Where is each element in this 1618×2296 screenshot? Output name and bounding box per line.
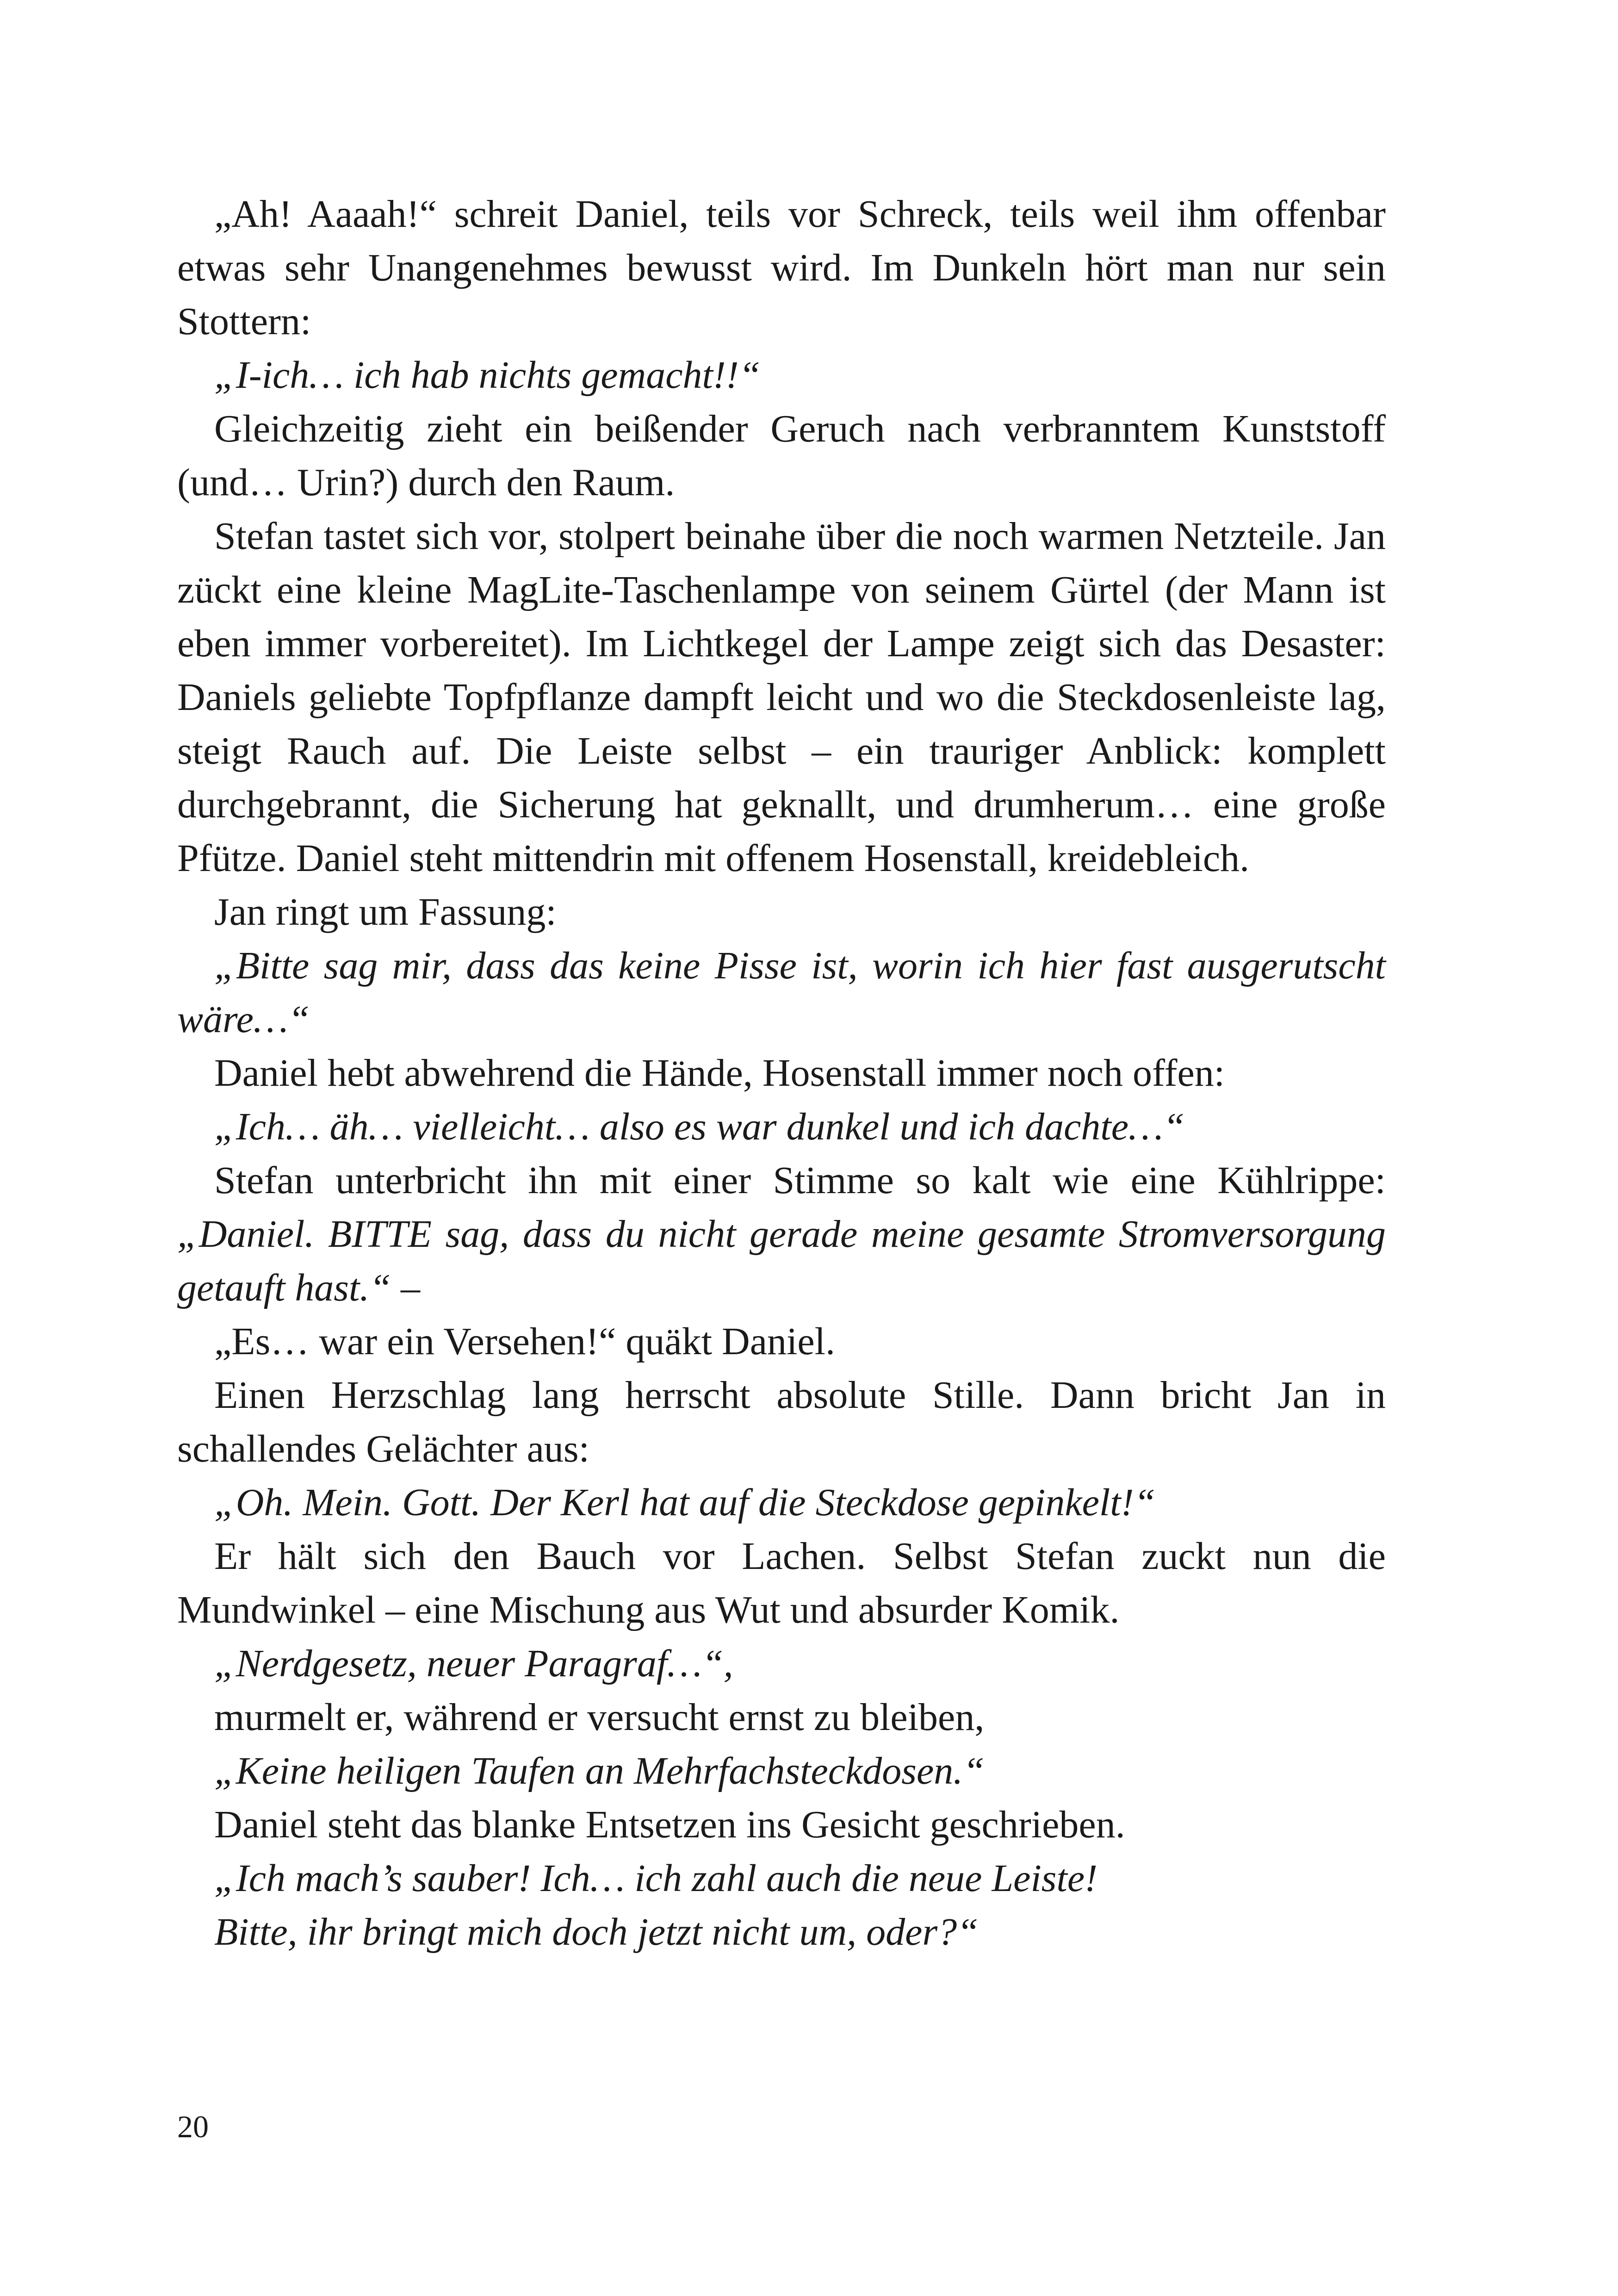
dialogue-line: „Keine heiligen Taufen an Mehrfachsteckdosen.“ <box>214 1749 985 1792</box>
paragraph: Stefan tastet sich vor, stolpert beinahe über die noch warmen Netzteile. Jan zückt eine kleine MagLite-Taschenlampe von seinem Gürtel (der Mann ist eben immer vorbereitet). Im Lichtkegel der Lampe zeigt sich das Desaster: Daniels geliebte Topfpflanze dampft leicht und wo die Steckdosenleiste lag, steigt Rauch auf. Die Leiste selbst – ein trauriger Anblick: komplett durchgebrannt, die Sicherung hat geknallt, und drumherum… eine große Pfütze. Daniel steht mittendrin mit offenem Hosenstall, kreidebleich. <box>177 515 1386 880</box>
paragraph: Daniel steht das blanke Entsetzen ins Gesicht geschrieben. <box>214 1803 1125 1846</box>
dialogue-line: „Bitte sag mir, dass das keine Pisse ist, worin ich hier fast ausgerutscht wäre…“ <box>177 944 1386 1041</box>
paragraph: murmelt er, während er versucht ernst zu bleiben, <box>214 1696 985 1739</box>
page-number: 20 <box>177 2109 209 2144</box>
paragraph: Gleichzeitig zieht ein beißender Geruch nach verbranntem Kunststoff (und… Urin?) durch den Raum. <box>177 407 1386 504</box>
paragraph: „Ah! Aaaah!“ schreit Daniel, teils vor Schreck, teils weil ihm offenbar etwas sehr Unangenehmes bewusst wird. Im Dunkeln hört man nur sein Stottern: <box>177 193 1386 343</box>
dialogue-line: „Ich mach’s sauber! Ich… ich zahl auch die neue Leiste! <box>214 1857 1098 1900</box>
dialogue-line: „Oh. Mein. Gott. Der Kerl hat auf die Steckdose gepinkelt!“ <box>214 1481 1156 1524</box>
paragraph: Er hält sich den Bauch vor Lachen. Selbst Stefan zuckt nun die Mundwinkel – eine Mischung aus Wut und absurder Komik. <box>177 1535 1386 1631</box>
paragraph: Jan ringt um Fassung: <box>214 890 557 933</box>
paragraph: „Es… war ein Versehen!“ quäkt Daniel. <box>214 1320 835 1363</box>
paragraph-mixed <box>177 1154 1386 1315</box>
paragraph: Einen Herzschlag lang herrscht absolute Stille. Dann bricht Jan in schallendes Gelächter aus: <box>177 1374 1386 1470</box>
dialogue-inline: „Daniel. BITTE sag, dass du nicht gerade meine gesamte Stromversorgung getauft hast.“ <box>177 1213 1386 1309</box>
body-text <box>177 187 1386 1959</box>
dialogue-line: „Ich… äh… vielleicht… also es war dunkel und ich dachte…“ <box>214 1105 1185 1148</box>
paragraph: Daniel hebt abwehrend die Hände, Hosenstall immer noch offen: <box>214 1052 1225 1095</box>
dialogue-line: Bitte, ihr bringt mich doch jetzt nicht um, oder?“ <box>214 1910 979 1954</box>
paragraph-text: – <box>391 1266 421 1309</box>
paragraph-text: Stefan unterbricht ihn mit einer Stimme so kalt wie eine Kühlrippe: <box>214 1159 1386 1202</box>
dialogue-line: „Nerdgesetz, neuer Paragraf…“, <box>214 1642 733 1685</box>
dialogue-line: „I-ich… ich hab nichts gemacht!!“ <box>214 354 761 397</box>
